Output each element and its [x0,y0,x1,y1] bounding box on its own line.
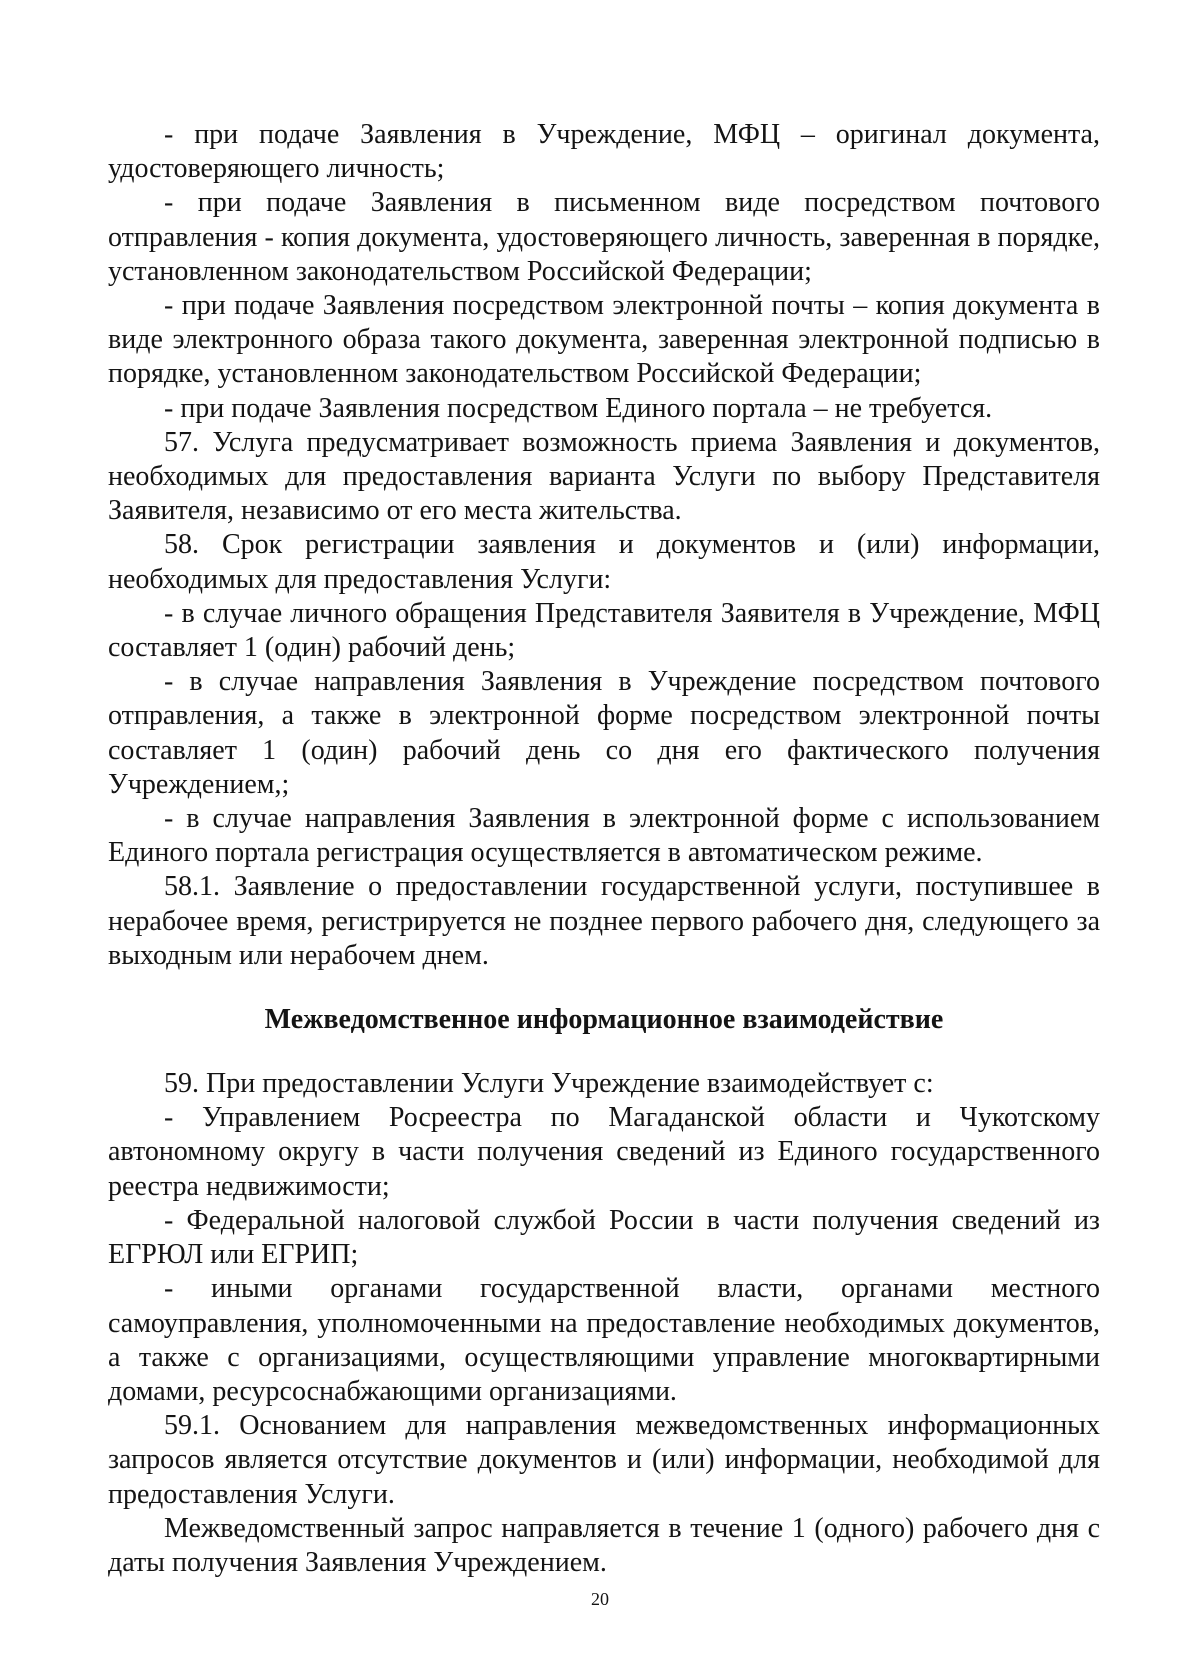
paragraph-58-portal: - в случае направления Заявления в электронной форме с использованием Единого портала регистрация осуществляется в автоматическом режиме. [108,803,1100,869]
paragraph-58-1: 58.1. Заявление о предоставлении государственной услуги, поступившее в нерабочее время, регистрируется не позднее первого рабочего дня, следующего за выходным или нерабочем днем. [108,871,1100,971]
paragraph-59-1: 59.1. Основанием для направления межведомственных информационных запросов является отсутствие документов и (или) информации, необходимой для предоставления Услуги. [108,1410,1100,1510]
paragraph-59-other-bodies: - иными органами государственной власти, органами местного самоуправления, уполномоченными на предоставление необходимых документов, а также с организациями, осуществляющими управление многоквартирными домами, ресурсоснабжающими организациями. [108,1273,1100,1407]
paragraph-58-personal: - в случае личного обращения Представителя Заявителя в Учреждение, МФЦ составляет 1 (один) рабочий день; [108,597,1100,664]
paragraph-59-rosreestr: - Управлением Росреестра по Магаданской области и Чукотскому автономному округу в части получения сведений из Единого государственного реестра недвижимости; [108,1102,1100,1202]
document-body [108,118,1100,1580]
paragraph-request-deadline: Межведомственный запрос направляется в течение 1 (одного) рабочего дня с даты получения Заявления Учреждением. [108,1512,1100,1578]
page-number: 20 [591,1589,609,1609]
paragraph-57: 57. Услуга предусматривает возможность приема Заявления и документов, необходимых для предоставления варианта Услуги по выбору Представителя Заявителя, независимо от его места жительства. [108,426,1100,527]
paragraph-59: 59. При предоставлении Услуги Учреждение взаимодействует с: [164,1068,934,1100]
paragraph-postal-copy: - при подаче Заявления в письменном виде посредством почтового отправления - копия документа, удостоверяющего личность, заверенная в порядке, установленном законодательством Российской Федерации; [108,187,1100,287]
section-heading: Межведомственное информационное взаимодействие [264,1004,944,1036]
paragraph-portal-not-required: - при подаче Заявления посредством Единого портала – не требуется. [164,392,993,424]
paragraph-59-fns: - Федеральной налоговой службой России в части получения сведений из ЕГРЮЛ или ЕГРИП; [108,1204,1100,1271]
paragraph-email-copy: - при подаче Заявления посредством электронной почты – копия документа в виде электронного образа такого документа, заверенная электронной подписью в порядке, установленном законодательством Российской Федерации; [108,290,1100,390]
paragraph-58: 58. Срок регистрации заявления и документов и (или) информации, необходимых для предоставления Услуги: [108,529,1100,595]
paragraph-58-postal: - в случае направления Заявления в Учреждение посредством почтового отправления, а также в электронной форме посредством электронной почты составляет 1 (один) рабочий день со дня его фактического получения Учреждением,; [108,666,1100,800]
paragraph-original-id-document: - при подаче Заявления в Учреждение, МФЦ – оригинал документа, удостоверяющего личность; [108,119,1100,185]
